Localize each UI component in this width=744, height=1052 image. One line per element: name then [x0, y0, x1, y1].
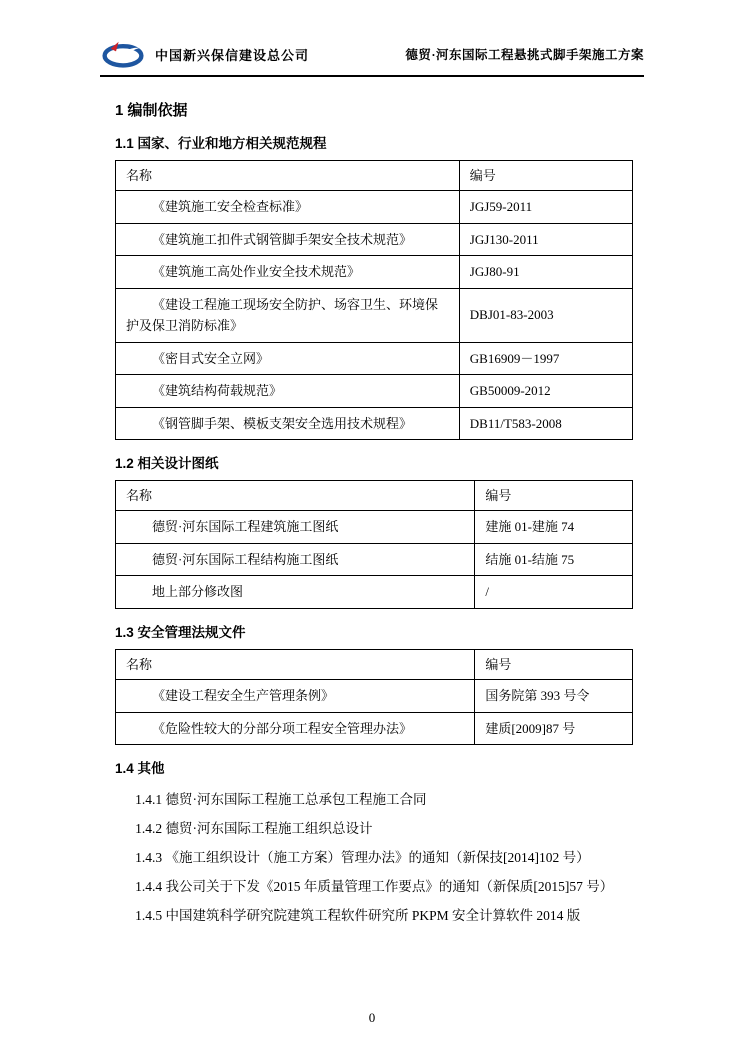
paragraph-1-4-2: 1.4.2 德贸·河东国际工程施工组织总设计: [135, 821, 373, 837]
drawings-table: [115, 480, 633, 609]
table-row: [116, 543, 633, 575]
table-row: [116, 223, 633, 255]
page-header: [100, 40, 644, 77]
standard-code: GB50009-2012: [459, 375, 632, 407]
regulation-name: 《危险性较大的分部分项工程安全管理办法》: [116, 712, 475, 744]
standard-name: 《钢管脚手架、模板支架安全选用技术规程》: [116, 407, 460, 439]
section-heading-1-4: 1.4 其他: [115, 761, 165, 776]
table-row: [116, 288, 633, 342]
document-title: 德贸·河东国际工程悬挑式脚手架施工方案: [405, 48, 644, 62]
paragraph-1-4-5: 1.4.5 中国建筑科学研究院建筑工程软件研究所 PKPM 安全计算软件 2014 版: [135, 908, 581, 924]
table-row: [116, 511, 633, 543]
standard-code: JGJ130-2011: [459, 223, 632, 255]
table-row: [116, 342, 633, 374]
section-heading-1-1: 1.1 国家、行业和地方相关规范规程: [115, 136, 327, 151]
standard-name: 《建设工程施工现场安全防护、场容卫生、环境保护及保卫消防标准》: [116, 288, 460, 342]
standard-name: 《建筑施工高处作业安全技术规范》: [116, 256, 460, 288]
standard-code: GB16909－1997: [459, 342, 632, 374]
drawing-code: /: [475, 576, 633, 608]
drawing-name: 地上部分修改图: [116, 576, 475, 608]
table-row: [116, 680, 633, 712]
standard-code: DB11/T583-2008: [459, 407, 632, 439]
company-name: 中国新兴保信建设总公司: [155, 47, 310, 63]
others-section: [100, 785, 644, 930]
standard-code: JGJ80-91: [459, 256, 632, 288]
column-header-code: 编号: [459, 161, 632, 191]
table-header-row: [116, 649, 633, 679]
section-heading-1-3: 1.3 安全管理法规文件: [115, 624, 246, 640]
regulations-table: [115, 649, 633, 745]
section-heading-1: 1 编制依据: [115, 102, 188, 119]
drawing-name: 德贸·河东国际工程建筑施工图纸: [116, 511, 475, 543]
table-header-row: [116, 161, 633, 191]
standard-name: 《密目式安全立网》: [116, 342, 460, 374]
standard-code: DBJ01-83-2003: [459, 288, 632, 342]
column-header-name: 名称: [116, 161, 460, 191]
regulation-code: 建质[2009]87 号: [475, 712, 633, 744]
drawing-code: 建施 01-建施 74: [475, 511, 633, 543]
regulation-name: 《建设工程安全生产管理条例》: [116, 680, 475, 712]
header-left: [100, 40, 309, 68]
standard-code: JGJ59-2011: [459, 191, 632, 223]
standard-name: 《建筑施工扣件式钢管脚手架安全技术规范》: [116, 223, 460, 255]
table-row: [116, 375, 633, 407]
table-row: [116, 256, 633, 288]
table-row: [116, 712, 633, 744]
drawing-code: 结施 01-结施 75: [475, 543, 633, 575]
column-header-name: 名称: [116, 480, 475, 510]
standards-table: [115, 160, 633, 440]
paragraph-1-4-3: 1.4.3 《施工组织设计（施工方案）管理办法》的通知（新保技[2014]102 号）: [135, 850, 590, 866]
paragraph-1-4-4: 1.4.4 我公司关于下发《2015 年质量管理工作要点》的通知（新保质[2015]57 号）: [135, 879, 614, 895]
standard-name: 《建筑施工安全检查标准》: [116, 191, 460, 223]
table-header-row: [116, 480, 633, 510]
table-row: [116, 407, 633, 439]
company-logo-icon: [100, 40, 146, 68]
standard-name: 《建筑结构荷载规范》: [116, 375, 460, 407]
column-header-code: 编号: [475, 480, 633, 510]
section-heading-1-2: 1.2 相关设计图纸: [115, 455, 219, 471]
regulation-code: 国务院第 393 号令: [475, 680, 633, 712]
table-row: [116, 576, 633, 608]
paragraph-1-4-1: 1.4.1 德贸·河东国际工程施工总承包工程施工合同: [135, 792, 427, 807]
column-header-name: 名称: [116, 649, 475, 679]
page-number: 0: [368, 1010, 376, 1025]
column-header-code: 编号: [475, 649, 633, 679]
table-row: [116, 191, 633, 223]
drawing-name: 德贸·河东国际工程结构施工图纸: [116, 543, 475, 575]
